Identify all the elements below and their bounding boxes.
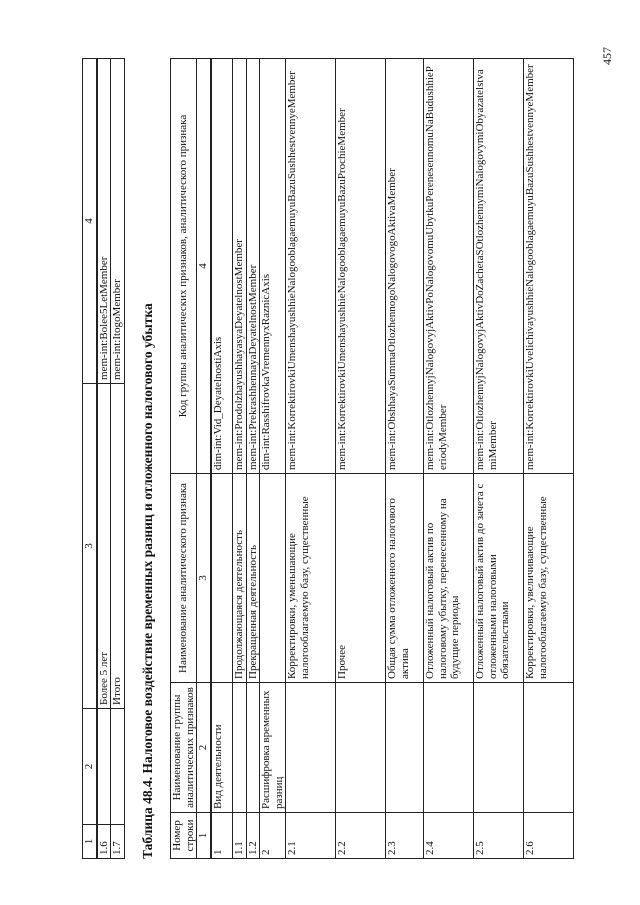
feature-name: Прочее: [336, 474, 386, 683]
group-cell: [233, 683, 247, 813]
index-cell: 2: [197, 683, 211, 813]
group-cell: Вид деятельности: [211, 683, 233, 813]
table-row: [286, 59, 336, 859]
tax-effect-table: [170, 58, 574, 859]
feature-name: [211, 474, 233, 683]
feature-name: Более 5 лет: [97, 384, 111, 709]
group-cell: Расшифровка временных разниц: [260, 683, 286, 813]
table-index-row: [197, 59, 211, 859]
feature-code: mem-int:KorrektirovkiUmenshayushhieNalogooblagaemuyuBazuSushhestvennyeMember: [286, 59, 336, 474]
table-header-row: [171, 59, 197, 859]
feature-code: mem-int:ObshhayaSummaOtlozhennogoNalogovogoAktivaMember: [386, 59, 424, 474]
table-row: [424, 59, 474, 859]
feature-code: mem-int:OtlozhennyjNalogovyjAktivDoZachetaSOtlozhennymiNalogovymiObyazatelstvamiMember: [474, 59, 524, 474]
table-row: [211, 59, 233, 859]
group-cell: [524, 683, 574, 813]
table-row: [260, 59, 286, 859]
table-row: [336, 59, 386, 859]
table-row: [233, 59, 247, 859]
row-number: 1.2: [246, 813, 260, 859]
header-feature-name: Наименование аналитического признака: [171, 474, 197, 683]
group-cell: [286, 683, 336, 813]
row-number: 2: [260, 813, 286, 859]
group-cell: [474, 683, 524, 813]
index-cell: 4: [83, 59, 97, 384]
group-cell: [336, 683, 386, 813]
feature-name: Корректировки, уменьшающие налогооблагаемую базу, существенные: [286, 474, 336, 683]
table-title: Таблица 48.4. Налоговое воздействие временных разниц и отложенного налогового убытка: [140, 303, 155, 859]
index-cell: 1: [83, 825, 97, 859]
feature-name: Продолжающаяся деятельность: [233, 474, 247, 683]
feature-name: [260, 474, 286, 683]
index-cell: 3: [197, 474, 211, 683]
feature-name: Общая сумма отложенного налогового актива: [386, 474, 424, 683]
table-index-row: [83, 59, 97, 859]
group-cell: [424, 683, 474, 813]
feature-code: mem-int:ProdolzhayushhayasyaDeyatelnostMember: [233, 59, 247, 474]
table-row: [97, 59, 111, 859]
feature-code: mem-int:KorrektirovkiUvelichivayushhieNalogooblagaemuyuBazuSushhestvennyeMember: [524, 59, 574, 474]
row-number: 1.7: [111, 825, 125, 859]
continuation-table: [82, 58, 125, 859]
index-cell: 3: [83, 384, 97, 709]
table-body: [211, 59, 574, 859]
feature-code: mem-int:PrekrashhennayaDeyatelnostMember: [246, 59, 260, 474]
table-row: [111, 59, 125, 859]
header-row-number: Номер строки: [171, 813, 197, 859]
row-number: 2.4: [424, 813, 474, 859]
row-number: 1: [211, 813, 233, 859]
group-cell: [97, 709, 111, 825]
group-cell: [111, 709, 125, 825]
row-number: 2.3: [386, 813, 424, 859]
row-number: 2.2: [336, 813, 386, 859]
table-row: [246, 59, 260, 859]
feature-code: mem-int:ItogoMember: [111, 59, 125, 384]
page-number: 457: [600, 47, 614, 65]
feature-code: mem-int:Bolee5LetMember: [97, 59, 111, 384]
feature-code: dim-int:Vid_DeyatelnostiAxis: [211, 59, 233, 474]
index-cell: 1: [197, 813, 211, 859]
feature-code: mem-int:KorrektirovkiUmenshayushhieNalogooblagaemuyuBazuProchieMember: [336, 59, 386, 474]
feature-name: Отложенный налоговый актив по налоговому убытку, перенесенному на будущие периоды: [424, 474, 474, 683]
header-feature-code: Код группы аналитических признаков, аналитического признака: [171, 59, 197, 474]
feature-name: Прекращенная деятельность: [246, 474, 260, 683]
feature-code: mem-int:OtlozhennyjNalogovyjAktivPoNalogovomuUbytkuPerenesennomuNaBudushhiePeriodyMember: [424, 59, 474, 474]
feature-code: dim-int:RasshifrovkaVremennyxRaznicAxis: [260, 59, 286, 474]
feature-name: Итого: [111, 384, 125, 709]
group-cell: [386, 683, 424, 813]
group-cell: [246, 683, 260, 813]
feature-name: Отложенный налоговый актив до зачета с отложенными налоговыми обязательствами: [474, 474, 524, 683]
table-row: [474, 59, 524, 859]
row-number: 2.1: [286, 813, 336, 859]
header-group-name: Наименование группы аналитических признаков: [171, 683, 197, 813]
index-cell: 2: [83, 709, 97, 825]
row-number: 2.6: [524, 813, 574, 859]
row-number: 1.1: [233, 813, 247, 859]
feature-name: Корректировки, увеличивающие налогооблагаемую базу, существенные: [524, 474, 574, 683]
table-row: [524, 59, 574, 859]
row-number: 1.6: [97, 825, 111, 859]
row-number: 2.5: [474, 813, 524, 859]
table-row: [386, 59, 424, 859]
index-cell: 4: [197, 59, 211, 474]
